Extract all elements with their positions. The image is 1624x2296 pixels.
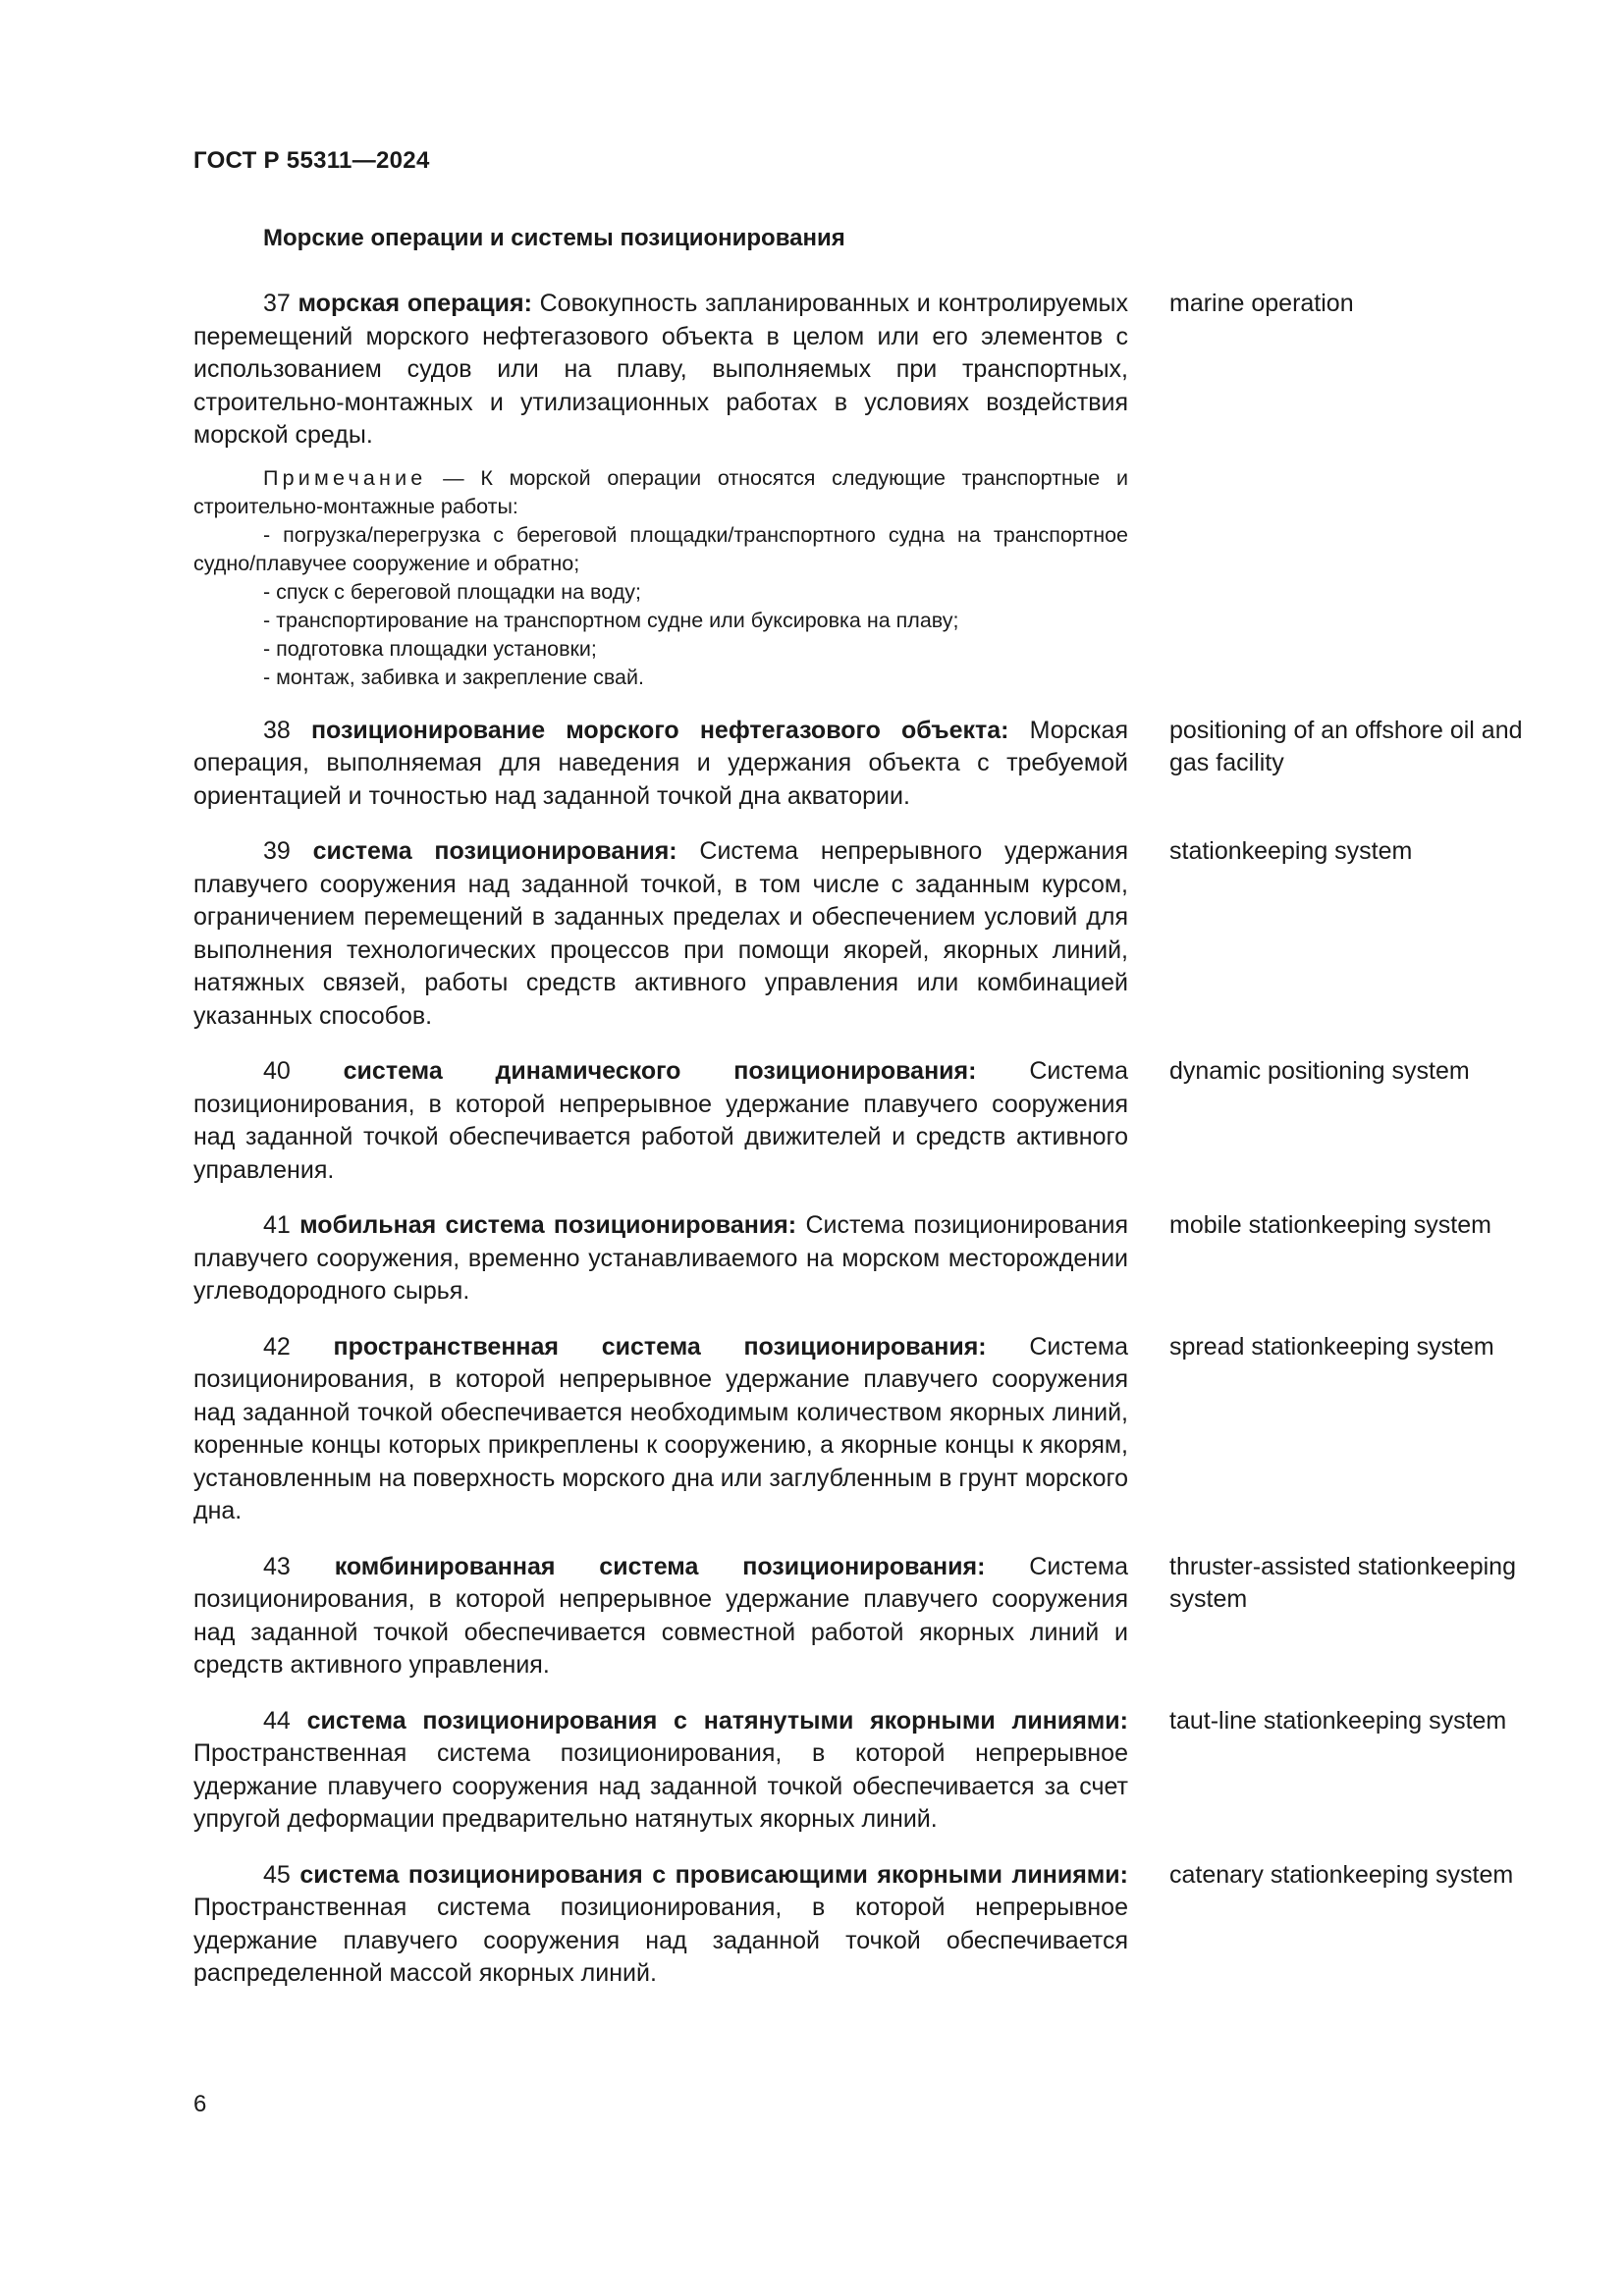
term-definition-ru: [193, 1551, 1128, 1682]
note-intro: [193, 464, 1128, 521]
term-english-equivalent: dynamic positioning system: [1169, 1057, 1470, 1085]
term-definition-ru: [193, 715, 1128, 814]
term-number: 42: [263, 1332, 291, 1361]
note-label: Примечание: [263, 465, 427, 490]
term-definition-ru: [193, 1331, 1128, 1528]
entry-spacer: [193, 1682, 1529, 1705]
entry-spacer: [193, 1308, 1529, 1331]
term-name: система позиционирования с натянутыми якорными линиями:: [306, 1706, 1128, 1735]
term-number: 37: [263, 290, 291, 317]
term-english-equivalent: stationkeeping system: [1169, 837, 1413, 865]
term-name: система позиционирования с провисающими якорными линиями:: [299, 1860, 1128, 1889]
entry-spacer: [193, 1187, 1529, 1209]
note-intro-text: — К морской операции относятся следующие транспортные и строительно-монтажные работы:: [193, 465, 1128, 518]
note-block: [193, 464, 1128, 692]
term-name: система позиционирования:: [312, 837, 677, 865]
term-english-equivalent: marine operation: [1169, 290, 1354, 317]
term-definition-text: Система позиционирования плавучего сооружения, временно устанавливаемого на морском месторождении углеводородного сырья.: [193, 1211, 1129, 1305]
entry-spacer: [193, 813, 1529, 835]
term-number: 39: [263, 837, 291, 865]
term-definition-text: Пространственная система позиционирования, в которой непрерывное удержание плавучего сооружения над заданной точкой обеспечивается распределенной массой якорных линий.: [193, 1894, 1128, 1987]
term-english-equivalent: positioning of an offshore oil and gas facility: [1169, 716, 1523, 776]
term-number: 38: [263, 716, 291, 744]
term-entry-44: [193, 1705, 1529, 1837]
term-english-equivalent: thruster-assisted stationkeeping system: [1169, 1552, 1516, 1613]
document-code-header: ГОСТ Р 55311—2024: [193, 147, 430, 174]
note-item: - транспортирование на транспортном судне или буксировка на плаву;: [263, 608, 959, 632]
entry-spacer: [193, 1528, 1529, 1551]
term-definition-ru: [193, 1859, 1128, 1991]
note-item: - монтаж, забивка и закрепление свай.: [263, 665, 644, 689]
term-definition-text: Пространственная система позиционирования, в которой непрерывное удержание плавучего сооружения над заданной точкой обеспечивается за счет упругой деформации предварительно натянутых якорных линий.: [193, 1739, 1128, 1833]
term-number: 40: [263, 1057, 291, 1085]
term-definition-ru: [193, 835, 1128, 1033]
term-definition-text: Система позиционирования, в которой непрерывное удержание плавучего сооружения над заданной точкой обеспечивается необходимым количеством якорных линий, коренные концы которых прикреплены к сооружению, а якорные концы к якорям, установленным на поверхность морского дна или заглубленным в грунт морского дна.: [193, 1332, 1128, 1524]
term-definition-ru: [193, 288, 1128, 453]
term-number: 45: [263, 1860, 291, 1889]
entry-spacer: [193, 1837, 1529, 1859]
term-english-equivalent: taut-line stationkeeping system: [1169, 1706, 1507, 1735]
term-definition-text: Морская операция, выполняемая для наведения и удержания объекта с требуемой ориентацией и точностью над заданной точкой дна акватории.: [193, 716, 1128, 810]
section-title: Морские операции и системы позиционирования: [263, 225, 845, 251]
term-entry-37: [193, 288, 1529, 453]
term-english-equivalent: mobile stationkeeping system: [1169, 1211, 1491, 1239]
term-definition-text: Система позиционирования, в которой непрерывное удержание плавучего сооружения над заданной точкой обеспечивается работой движителей и средств активного управления.: [193, 1057, 1128, 1184]
term-name: система динамического позиционирования:: [343, 1057, 977, 1085]
term-name: пространственная система позиционирования:: [333, 1332, 987, 1361]
term-number: 44: [263, 1706, 291, 1735]
term-entry-41: [193, 1209, 1529, 1308]
term-english-equivalent: spread stationkeeping system: [1169, 1332, 1494, 1361]
term-entry-39: [193, 835, 1529, 1033]
term-entry-42: [193, 1331, 1529, 1528]
term-definition-ru: [193, 1705, 1128, 1837]
note-item: - погрузка/перегрузка с береговой площадки/транспортного судна на транспортное судно/плавучее сооружение и обратно;: [193, 522, 1128, 575]
terms-list: [193, 288, 1529, 1991]
term-definition-ru: [193, 1209, 1128, 1308]
term-definition-ru: [193, 1055, 1128, 1187]
entry-spacer: [193, 1033, 1529, 1055]
note-item: - спуск с береговой площадки на воду;: [263, 579, 641, 604]
term-number: 43: [263, 1552, 291, 1580]
page-number: 6: [193, 2091, 207, 2117]
term-entry-38: [193, 715, 1529, 814]
term-definition-text: Совокупность запланированных и контролируемых перемещений морского нефтегазового объекта в целом или его элементов с использованием судов или на плаву, выполняемых при транспортных, строительно-монтажных и утилизационных работах в условиях воздействия морской среды.: [193, 290, 1129, 449]
term-entry-40: [193, 1055, 1529, 1187]
term-name: морская операция:: [298, 290, 532, 317]
note-item: - подготовка площадки установки;: [263, 636, 597, 661]
term-name: позиционирование морского нефтегазового объекта:: [310, 716, 1009, 744]
term-entry-43: [193, 1551, 1529, 1682]
term-definition-text: Система позиционирования, в которой непрерывное удержание плавучего сооружения над заданной точкой обеспечивается совместной работой якорных линий и средств активного управления.: [193, 1552, 1128, 1679]
term-name: комбинированная система позиционирования:: [334, 1552, 986, 1580]
term-entry-45: [193, 1859, 1529, 1991]
term-definition-text: Система непрерывного удержания плавучего сооружения над заданной точкой, в том числе с заданным курсом, ограничением перемещений в заданных пределах и обеспечением условий для выполнения технологических процессов при помощи якорей, якорных линий, натяжных связей, работы средств активного управления или комбинацией указанных способов.: [193, 837, 1129, 1030]
term-name: мобильная система позиционирования:: [299, 1211, 797, 1239]
term-number: 41: [263, 1211, 291, 1239]
term-english-equivalent: catenary stationkeeping system: [1169, 1860, 1514, 1889]
